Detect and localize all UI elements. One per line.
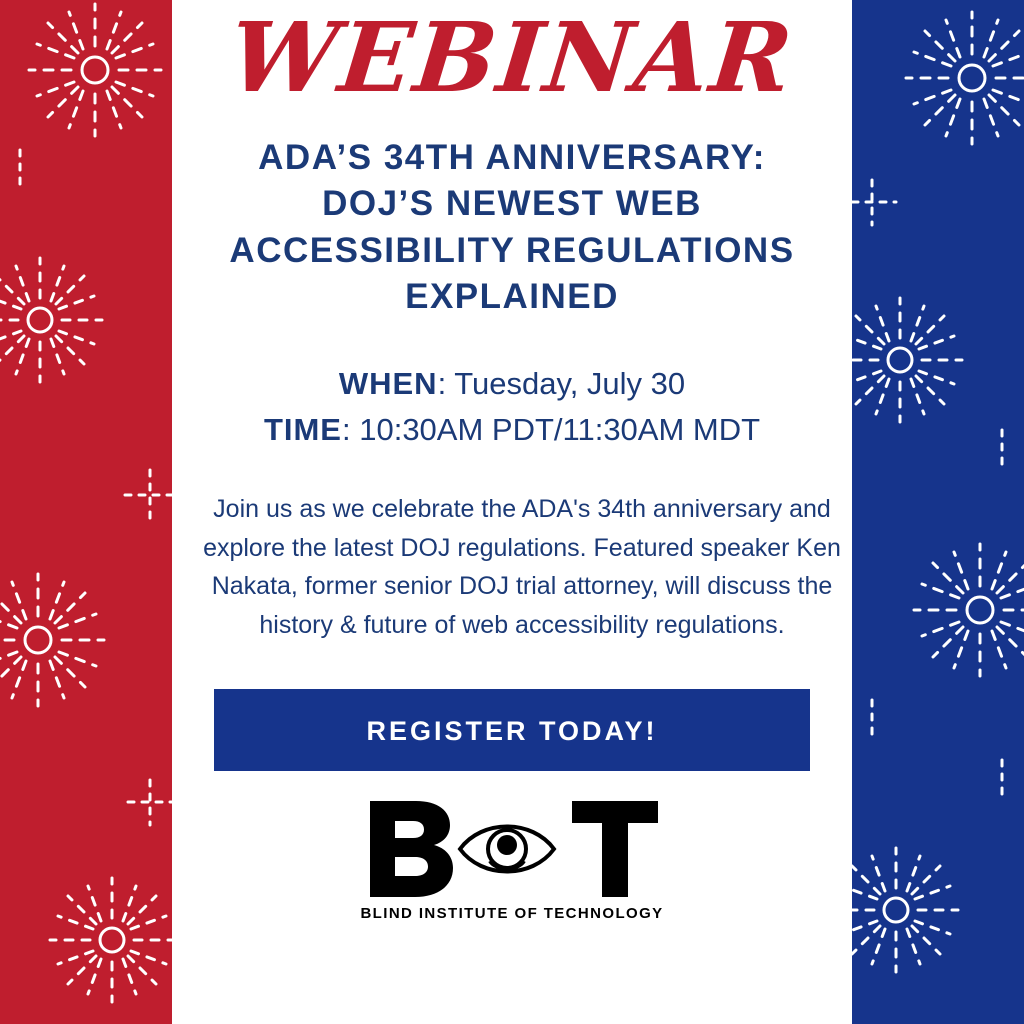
event-details xyxy=(172,361,852,454)
page-title: WEBINAR xyxy=(224,1,800,114)
headline: ADA’S 34TH ANNIVERSARY: DOJ’S NEWEST WEB ACCESSIBILITY REGULATIONS EXPLAINED xyxy=(229,137,795,317)
poster-content xyxy=(172,0,852,1024)
time-value: : 10:30AM PDT/11:30AM MDT xyxy=(342,412,761,448)
description-text: Join us as we celebrate the ADA's 34th anniversary and explore the latest DOJ regulations. Featured speaker Ken Nakata, former senior DOJ trial attorney, will discuss the history & future of web accessibility regulations. xyxy=(203,494,841,640)
when-value: : Tuesday, July 30 xyxy=(437,365,686,401)
logo-caption: BLIND INSTITUTE OF TECHNOLOGY xyxy=(360,904,664,922)
time-label: TIME xyxy=(263,412,342,448)
left-decorative-band xyxy=(0,0,172,1024)
time-row xyxy=(172,407,852,454)
right-decorative-band xyxy=(852,0,1024,1024)
when-row xyxy=(172,361,852,408)
when-label: WHEN xyxy=(338,365,438,401)
register-today-button[interactable]: REGISTER TODAY! xyxy=(214,689,810,771)
bit-logo xyxy=(352,795,672,922)
bit-logo-mark xyxy=(362,795,662,903)
